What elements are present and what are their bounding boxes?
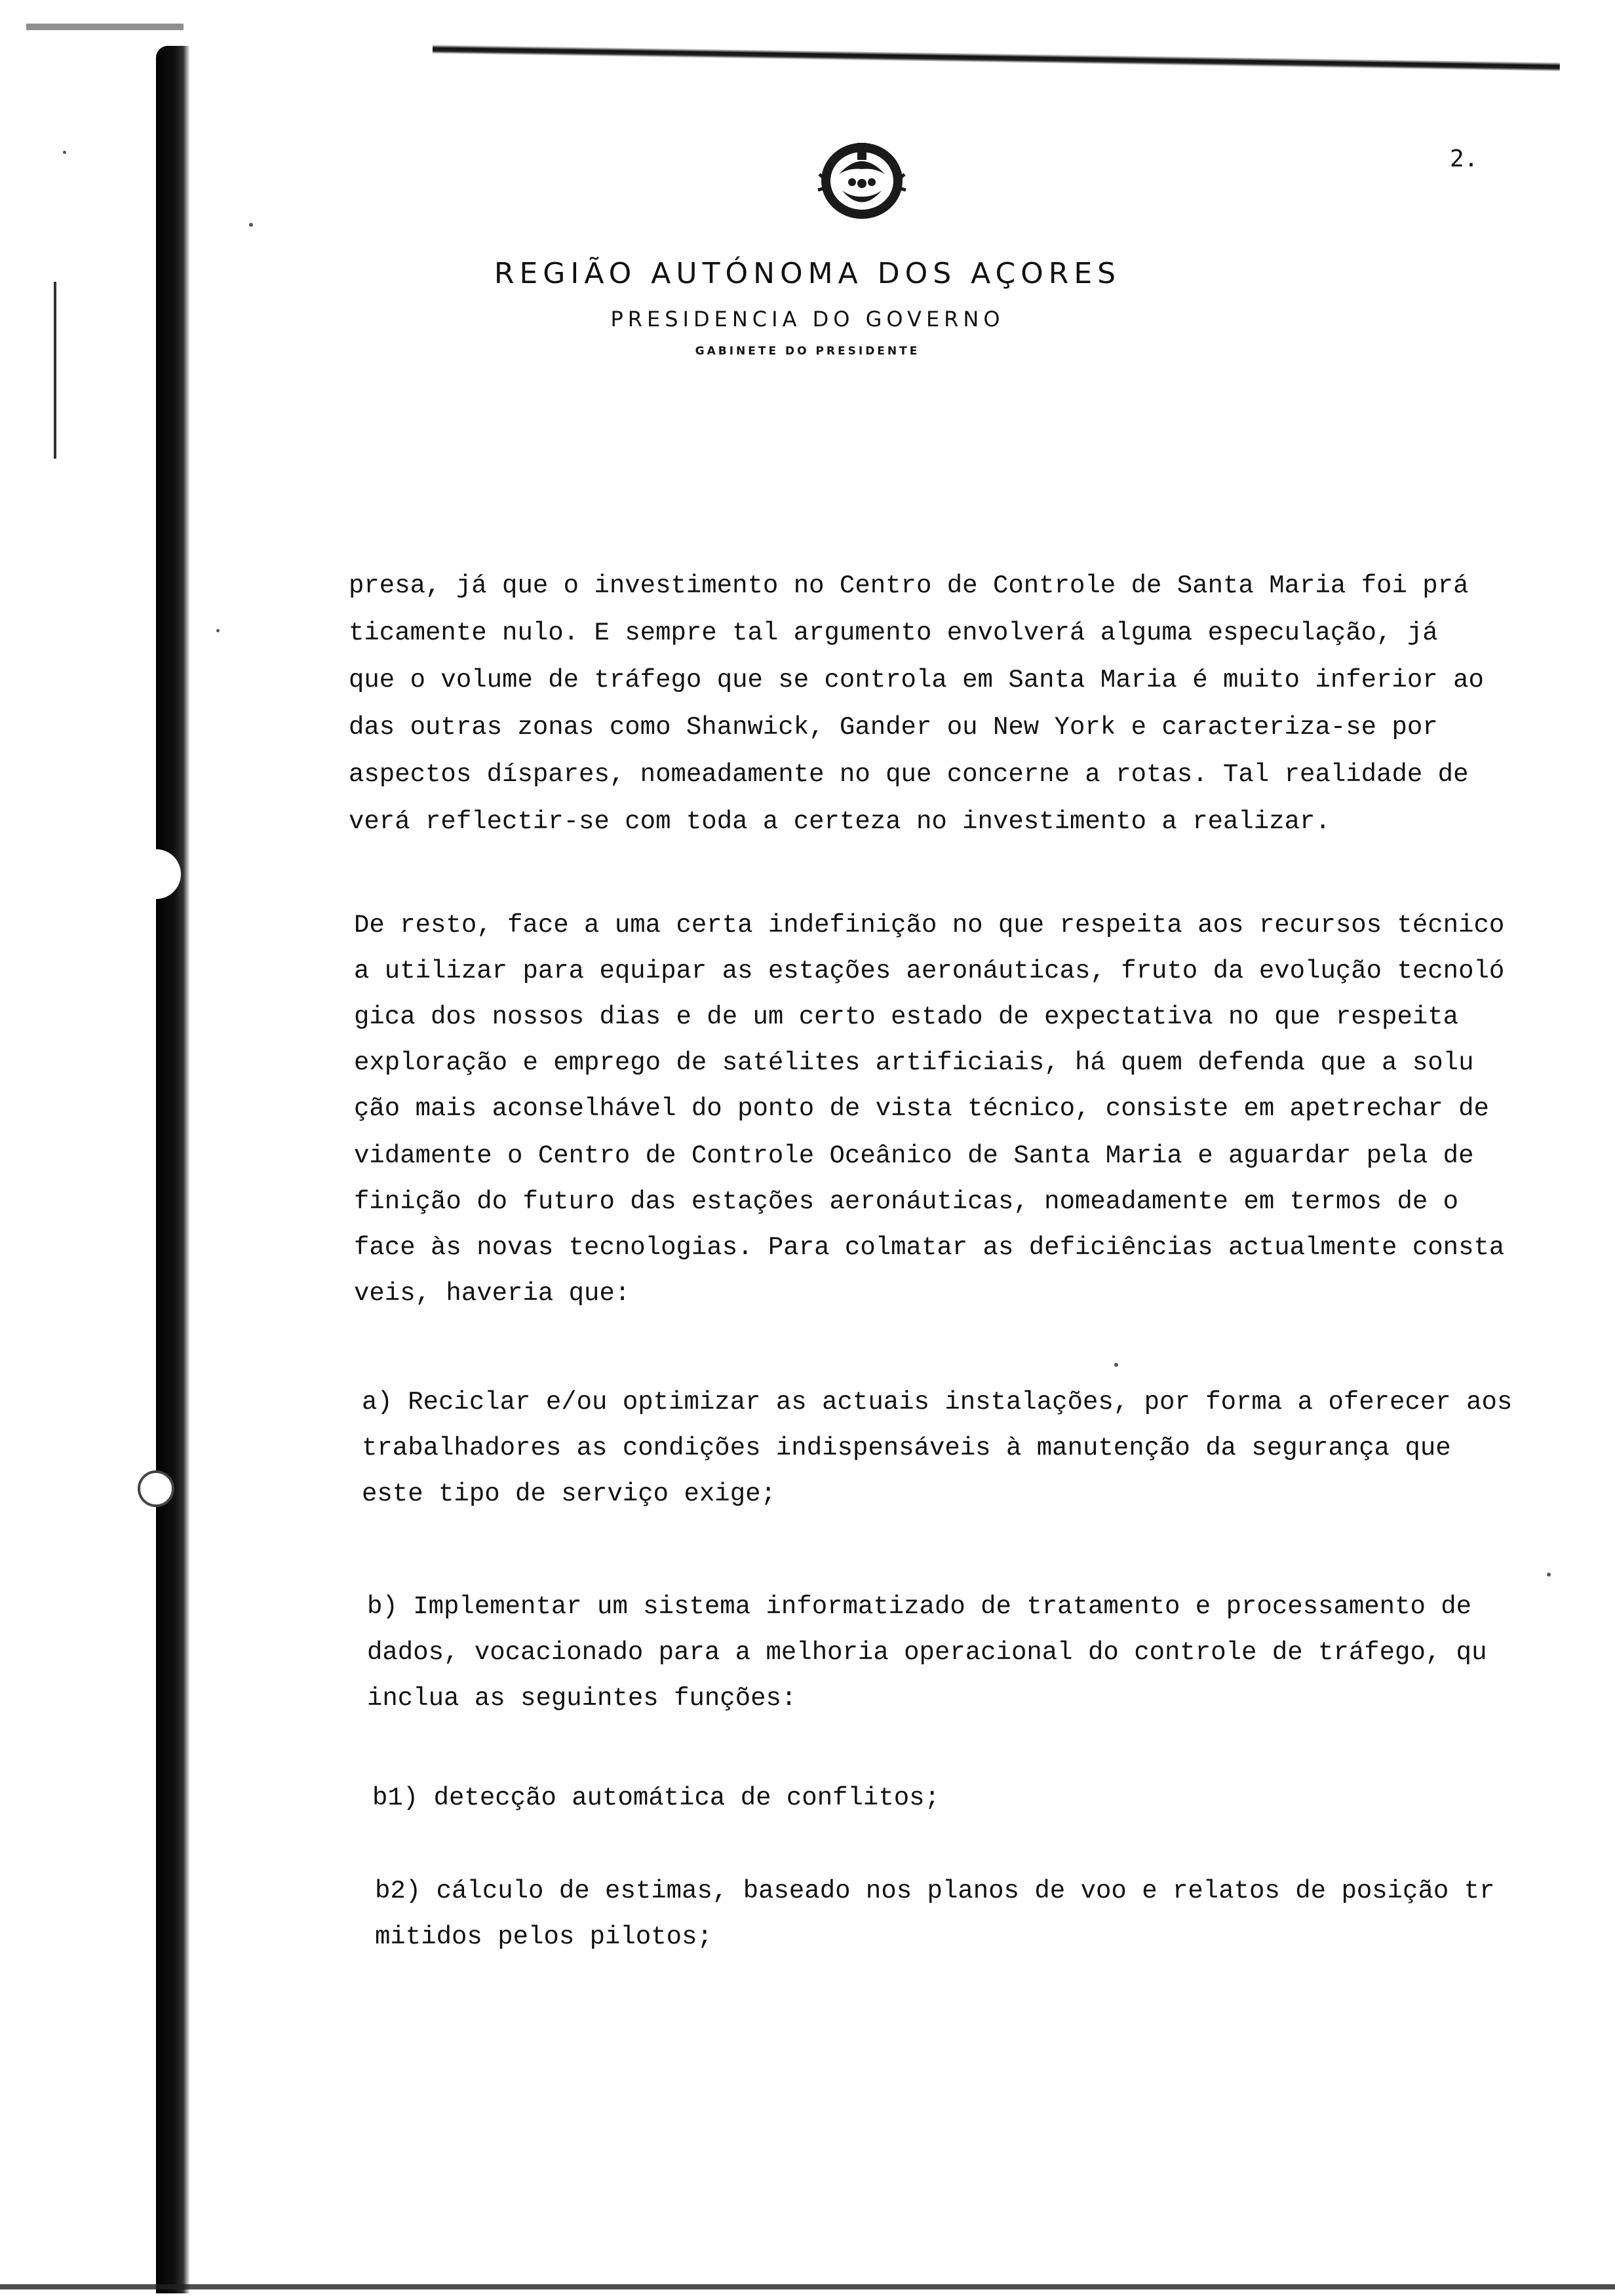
text-line: face às novas tecnologias. Para colmatar as deficiências actualmente consta <box>354 1233 1505 1262</box>
text-line: b1) detecção automática de conflitos; <box>372 1784 940 1812</box>
scan-artifact-top-left <box>26 24 184 30</box>
text-line: este tipo de serviço exige; <box>362 1480 776 1508</box>
scan-artifact-margin-mark <box>54 282 56 459</box>
text-line: b2) cálculo de estimas, baseado nos planos de voo e relatos de posição tr <box>375 1877 1495 1905</box>
punch-hole <box>138 1470 174 1507</box>
scan-artifact-binding-shadow <box>156 46 190 2293</box>
text-line: dados, vocacionado para a melhoria operacional do controle de tráfego, qu <box>367 1638 1487 1667</box>
scan-speck <box>1547 1573 1551 1577</box>
text-line: ticamente nulo. E sempre tal argumento envolverá alguma especulação, já <box>349 619 1438 647</box>
text-line: a utilizar para equipar as estações aeronáuticas, fruto da evolução tecnoló <box>354 957 1505 985</box>
page-number: 2. <box>1450 145 1479 172</box>
coat-of-arms-icon <box>813 128 911 227</box>
punch-hole <box>131 849 181 899</box>
text-line: verá reflectir-se com toda a certeza no investimento a realizar. <box>349 807 1331 836</box>
header-presidency: PRESIDENCIA DO GOVERNO <box>610 307 1005 332</box>
text-line: trabalhadores as condições indispensáveis à manutenção da segurança que <box>362 1434 1451 1463</box>
text-line: a) Reciclar e/ou optimizar as actuais instalações, por forma a oferecer aos <box>362 1388 1513 1417</box>
text-line: De resto, face a uma certa indefinição no que respeita aos recursos técnico <box>354 911 1505 940</box>
text-line: b) Implementar um sistema informatizado de tratamento e processamento de <box>367 1592 1472 1621</box>
text-line: que o volume de tráfego que se controla em Santa Maria é muito inferior ao <box>349 666 1484 695</box>
scan-speck <box>1114 1363 1118 1367</box>
text-line: mitidos pelos pilotos; <box>375 1923 712 1951</box>
text-line: inclua as seguintes funções: <box>367 1684 797 1713</box>
scan-speck <box>216 629 220 632</box>
header-region-title: REGIÃO AUTÓNOMA DOS AÇORES <box>494 257 1121 290</box>
header-cabinet: GABINETE DO PRESIDENTE <box>695 345 920 358</box>
scan-artifact-bottom-edge <box>0 2284 1615 2289</box>
text-line: veis, haveria que: <box>354 1279 631 1308</box>
text-line: vidamente o Centro de Controle Oceânico de Santa Maria e aguardar pela de <box>354 1141 1474 1170</box>
text-line: aspectos díspares, nomeadamente no que concerne a rotas. Tal realidade de <box>349 760 1469 789</box>
scan-speck <box>63 151 66 154</box>
text-line: das outras zonas como Shanwick, Gander ou New York e caracteriza-se por <box>349 713 1438 742</box>
scan-speck <box>249 223 253 227</box>
scan-artifact-top-edge <box>433 45 1560 71</box>
text-line: ção mais aconselhável do ponto de vista técnico, consiste em apetrechar de <box>354 1094 1489 1123</box>
text-line: presa, já que o investimento no Centro de Controle de Santa Maria foi prá <box>349 571 1469 600</box>
text-line: gica dos nossos dias e de um certo estado de expectativa no que respeita <box>354 1003 1459 1031</box>
text-line: exploração e emprego de satélites artificiais, há quem defenda que a solu <box>354 1048 1474 1077</box>
text-line: finição do futuro das estações aeronáuticas, nomeadamente em termos de o <box>354 1187 1459 1216</box>
